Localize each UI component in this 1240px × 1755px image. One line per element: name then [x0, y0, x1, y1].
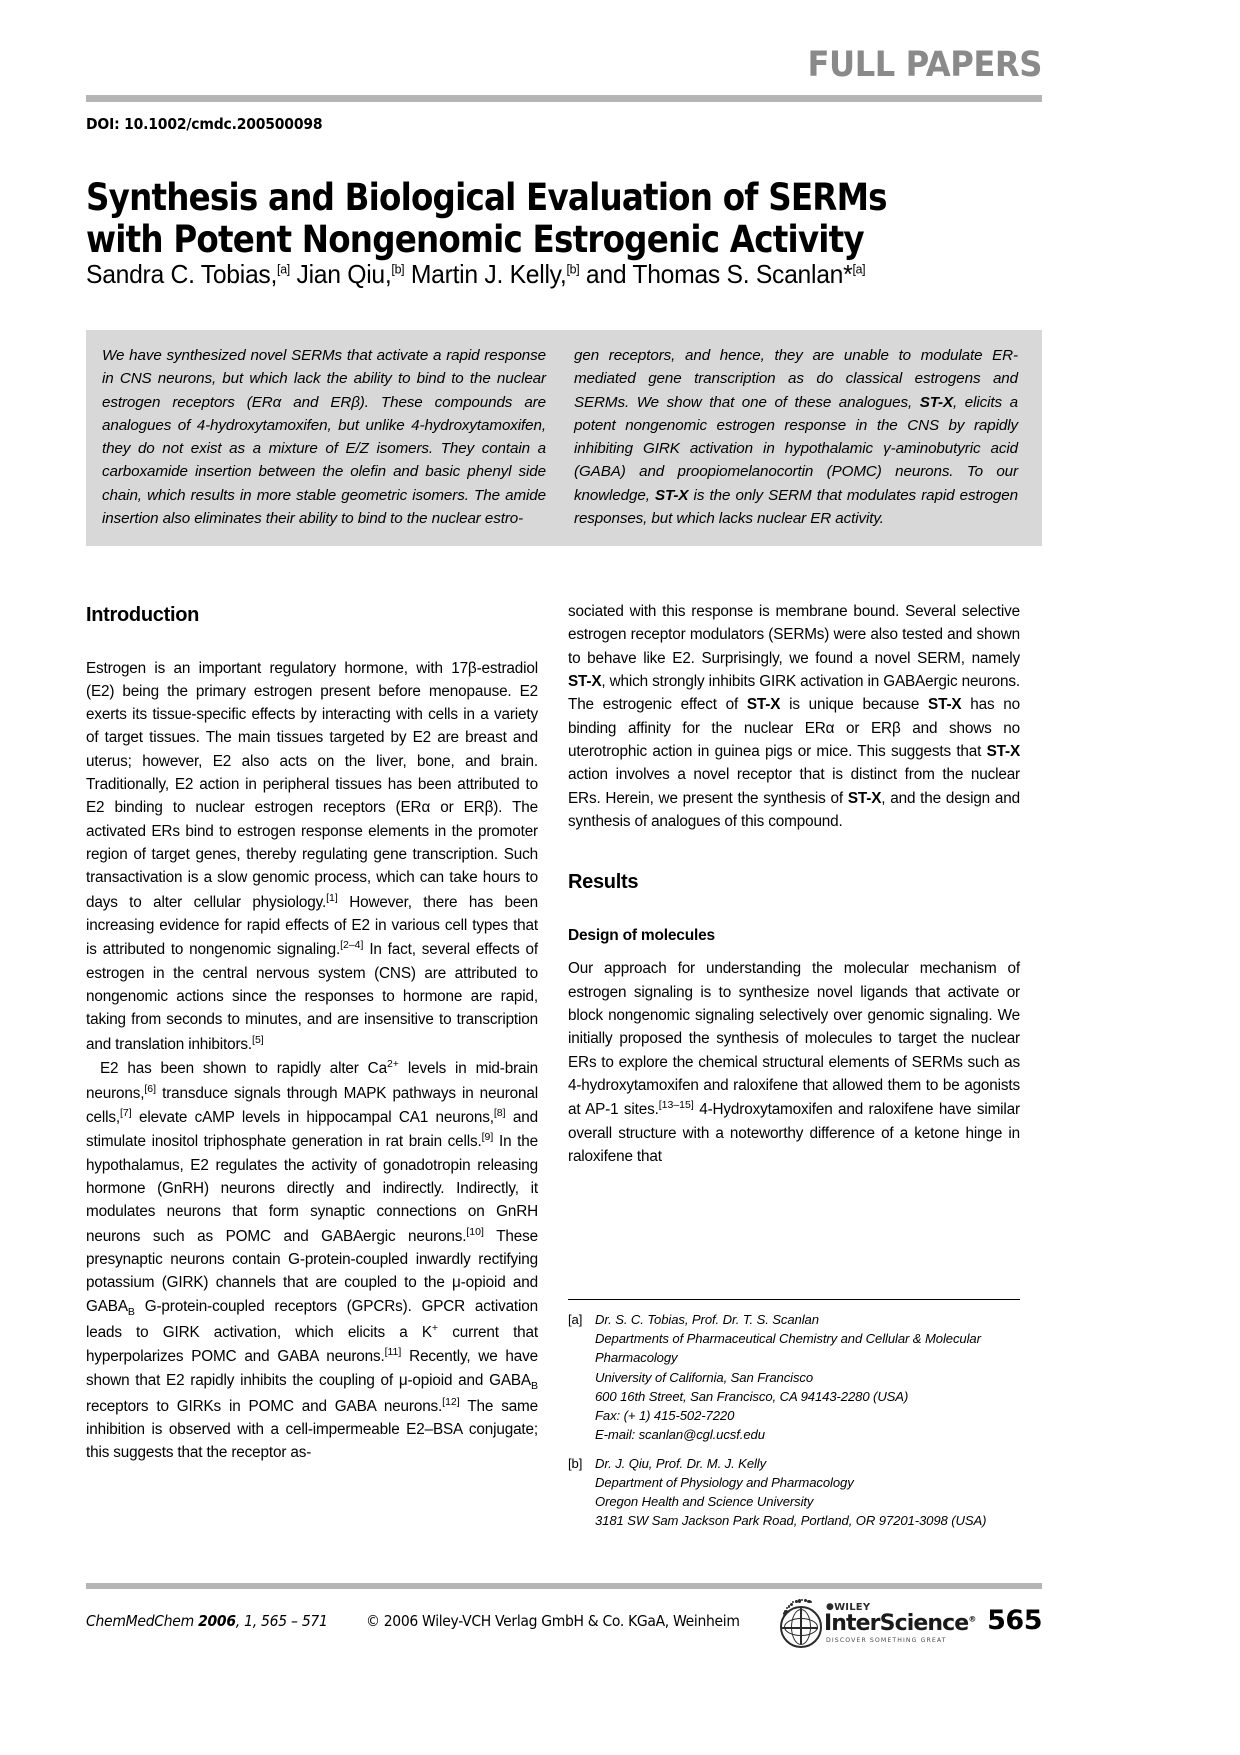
affiliation-line: Oregon Health and Science University	[595, 1494, 814, 1510]
affiliation-line: 600 16th Street, San Francisco, CA 94143-2280 (USA)	[595, 1388, 909, 1404]
author-list: Sandra C. Tobias,[a] Jian Qiu,[b] Martin J. Kelly,[b] and Thomas S. Scanlan*[a]	[86, 259, 866, 289]
abstract-box	[86, 330, 1042, 546]
abstract-column-left: We have synthesized novel SERMs that activate a rapid response in CNS neurons, but which lack the ability to bind to the nuclear estrogen receptors (ERα and ERβ). These compounds are analogues of 4-hydroxytamoxifen, but unlike 4-hydroxytamoxifen, they do not exist as a mixture of E/Z isomers. They contain a carboxamide insertion between the olefin and basic phenyl side chain, which results in more stable geometric isomers. The amide insertion also eliminates their ability to bind to the nuclear estro-	[102, 347, 546, 527]
paragraph: Our approach for understanding the molecular mechanism of estrogen signaling is to synthesize novel ligands that activate or block nongenomic signaling selectively over genomic signaling. We initially proposed the synthesis of molecules to target the nuclear ERs to explore the chemical structural elements of SERMs such as 4-hydroxytamoxifen and raloxifene that allowed them to be agonists at AP-1 sites.[13–15] 4-Hydroxytamoxifen and raloxifene have similar overall structure with a noteworthy difference of a ketone hinge in raloxifene that	[568, 960, 1020, 1165]
paragraph: sociated with this response is membrane bound. Several selective estrogen receptor modulators (SERMs) were also tested and shown to behave like E2. Surprisingly, we found a novel SERM, namely ST-X, which strongly inhibits GIRK activation in GABAergic neurons. The estrogenic effect of ST-X is unique because ST-X has no binding affinity for the nuclear ERα or ERβ and shows no uterotrophic action in guinea pigs or mice. This suggests that ST-X action involves a novel receptor that is distinct from the nuclear ERs. Herein, we present the synthesis of ST-X, and the design and synthesis of analogues of this compound.	[568, 603, 1020, 830]
footer-copyright: © 2006 Wiley-VCH Verlag GmbH & Co. KGaA, Weinheim	[366, 1612, 740, 1630]
abstract-column-right: gen receptors, and hence, they are unable to modulate ER-mediated gene transcription as do classical estrogens and SERMs. We show that one of these analogues, ST-X, elicits a potent nongenomic estrogen response in the CNS by rapidly inhibiting GIRK activation in hypothalamic γ-aminobutyric acid (GABA) and proopiomelanocortin (POMC) neurons. To our knowledge, ST-X is the only SERM that modulates rapid estrogen responses, but which lacks nuclear ER activity.	[574, 347, 1018, 527]
logo-wiley-text: WILEY	[834, 1602, 871, 1613]
running-head-rule	[86, 95, 1042, 102]
subsection-heading-design-of-molecules: Design of molecules	[568, 926, 715, 944]
affiliation-lines	[595, 1310, 1028, 1445]
doi-line: DOI: 10.1002/cmdc.200500098	[86, 115, 323, 133]
affiliation-line: Departments of Pharmaceutical Chemistry and Cellular & Molecular	[595, 1331, 981, 1347]
affiliation-line: Dr. S. C. Tobias, Prof. Dr. T. S. Scanlan	[595, 1312, 819, 1327]
affiliation-line: Pharmacology	[595, 1350, 678, 1366]
wiley-interscience-logo	[780, 1599, 976, 1651]
logo-wiley-wordmark: ●WILEY	[826, 1602, 871, 1613]
logo-tagline: DISCOVER SOMETHING GREAT	[826, 1637, 947, 1644]
running-head: FULL PAPERS	[807, 45, 1042, 85]
affiliation-block	[568, 1310, 1028, 1540]
paragraph: E2 has been shown to rapidly alter $Ca^{2+}$ levels in mid-brain neurons,[6] transduce signals through MAPK pathways in neuronal cells,[7] elevate cAMP levels in hippocampal CA1 neurons,[8] and stimulate inositol triphosphate generation in rat brain cells.[9] In the hypothalamus, E2 regulates the activity of gonadotropin releasing hormone (GnRH) neurons directly and indirectly. Indirectly, it modulates neurons that form synaptic connections on GnRH neurons such as POMC and GABAergic neurons.[10] These presynaptic neurons contain G-protein-coupled inwardly rectifying potassium (GIRK) channels that are coupled to the μ-opioid and $GABA_B$ G-protein-coupled receptors (GPCRs). GPCR activation leads to GIRK activation, which elicits a K+ current that hyperpolarizes POMC and GABA neurons.[11] Recently, we have shown that E2 rapidly inhibits the coupling of μ-opioid and $GABA_B$ receptors to GIRKs in POMC and GABA neurons.[12] The same inhibition is observed with a cell-impermeable E2–BSA conjugate; this suggests that the receptor as-	[86, 1058, 539, 1462]
footer-journal-citation: ChemMedChem 2006, 1, 565 – 571	[86, 1612, 328, 1630]
section-heading-introduction: Introduction	[86, 604, 200, 626]
affiliation-tag: [b]	[568, 1455, 583, 1471]
logo-interscience-wordmark: InterScience®	[824, 1611, 976, 1636]
affiliation-entry	[568, 1310, 1028, 1445]
affiliation-divider	[568, 1299, 1020, 1300]
logo-dots-icon	[782, 1599, 822, 1617]
page-title: Synthesis and Biological Evaluation of SERMs with Potent Nongenomic Estrogenic Activity	[86, 175, 887, 261]
affiliation-line: Department of Physiology and Pharmacology	[595, 1474, 854, 1490]
page-footer	[86, 1603, 1042, 1649]
affiliation-lines	[595, 1454, 1028, 1531]
section-heading-results: Results	[568, 871, 639, 894]
affiliation-line: 3181 SW Sam Jackson Park Road, Portland, OR 97201-3098 (USA)	[595, 1513, 987, 1529]
affiliation-line: Fax: (+ 1) 415-502-7220	[595, 1408, 735, 1424]
footer-rule	[86, 1583, 1042, 1589]
body-column-left	[86, 600, 538, 1465]
affiliation-line: E-mail: scanlan@cgl.ucsf.edu	[595, 1427, 765, 1443]
affiliation-line: University of California, San Francisco	[595, 1369, 814, 1385]
page-number: 565	[987, 1605, 1042, 1636]
paragraph: Estrogen is an important regulatory hormone, with 17β-estradiol (E2) being the primary estrogen present before menopause. E2 exerts its tissue-specific effects by interacting with cells in a variety of target tissues. The main tissues targeted by E2 are breast and uterus; however, E2 also acts on the liver, bone, and brain. Traditionally, E2 action in peripheral tissues has been attributed to E2 binding to nuclear estrogen receptors (ERα or ERβ). The activated ERs bind to estrogen response elements in the promoter region of target genes, thereby regulating gene transcription. Such transactivation is a slow genomic process, which can take hours to days to alter cellular physiology.[1] However, there has been increasing evidence for rapid effects of E2 in various cell types that is attributed to nongenomic signaling.[2–4] In fact, several effects of estrogen in the central nervous system (CNS) are attributed to nongenomic actions since the responses to hormone are rapid, taking from seconds to minutes, and are insensitive to transcription and translation inhibitors.[5]	[86, 659, 538, 1053]
affiliation-entry	[568, 1454, 1028, 1531]
affiliation-tag: [a]	[568, 1312, 583, 1327]
section-spacer	[568, 833, 1020, 867]
affiliation-line: Dr. J. Qiu, Prof. Dr. M. J. Kelly	[595, 1455, 767, 1471]
body-column-right	[568, 600, 1020, 1168]
